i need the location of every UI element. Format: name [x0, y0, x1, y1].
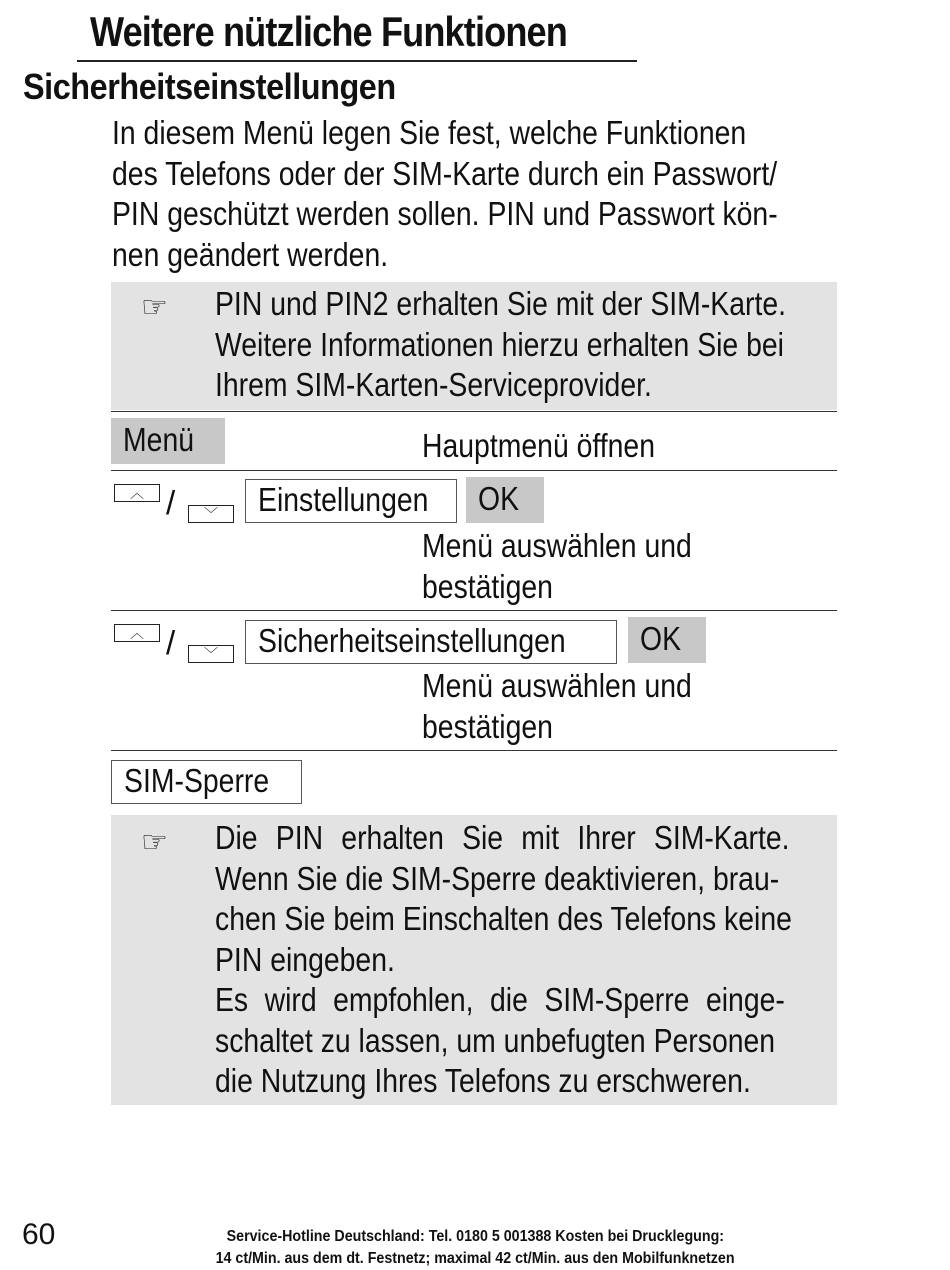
pointing-hand-icon: ☞ [141, 291, 168, 324]
step-description: Menü auswählen und bestätigen [422, 527, 692, 605]
note-line: chen Sie beim Einschalten des Telefons keine [215, 900, 792, 937]
ok-button[interactable]: OK [466, 477, 544, 523]
intro-line: nen geändert werden. [112, 235, 389, 273]
chapter-title-underline [77, 60, 637, 62]
up-arrow-key-icon[interactable]: ︿ [114, 624, 160, 642]
info-note-text [215, 284, 879, 406]
down-arrow-key-icon[interactable]: ﹀ [188, 505, 234, 523]
separator: / [166, 624, 176, 661]
note-line: Weitere Informationen hierzu erhalten Sie bei [215, 325, 784, 363]
ok-button[interactable]: OK [628, 617, 706, 663]
note-line: Es wird empfohlen, die SIM-Sperre einge- [215, 981, 785, 1018]
menu-softkey[interactable]: Menü [111, 418, 225, 464]
separator: / [166, 484, 176, 521]
note-line: schaltet zu lassen, um unbefugten Personen [215, 1021, 776, 1059]
intro-line: des Telefons oder der SIM-Karte durch ein Passwort/ [112, 154, 778, 192]
down-arrow-key-icon[interactable]: ﹀ [188, 645, 234, 663]
footer-line: Service-Hotline Deutschland: Tel. 0180 5 001388 Kosten bei Drucklegung: [226, 1228, 724, 1245]
section-title: Sicherheitseinstellungen [23, 66, 396, 107]
divider [111, 610, 837, 611]
page-number: 60 [22, 1218, 56, 1251]
intro-line: PIN geschützt werden sollen. PIN und Passwort kön- [112, 195, 778, 232]
menu-item-sim-sperre[interactable]: SIM-Sperre [111, 760, 302, 804]
divider [111, 411, 837, 412]
intro-paragraph [112, 113, 886, 275]
info-note-sim-lock [111, 815, 837, 1105]
chapter-title: Weitere nützliche Funktionen [90, 8, 567, 55]
note-line: PIN eingeben. [215, 940, 395, 978]
note-line: Ihrem SIM-Karten-Serviceprovider. [215, 366, 652, 403]
divider [111, 470, 837, 471]
info-note-text [215, 818, 826, 1102]
note-line: Die PIN erhalten Sie mit Ihrer SIM-Karte. [215, 819, 790, 856]
divider [111, 750, 837, 751]
menu-item-einstellungen[interactable]: Einstellungen [245, 479, 457, 523]
footer-hotline [150, 1226, 800, 1270]
step-description: Menü auswählen und bestätigen [422, 667, 692, 745]
info-note-pin [111, 282, 837, 410]
note-line: Wenn Sie die SIM-Sperre deaktivieren, brau- [215, 859, 780, 897]
step-description: Hauptmenü öffnen [422, 427, 656, 464]
up-arrow-key-icon[interactable]: ︿ [114, 484, 160, 502]
menu-item-sicherheitseinstellungen[interactable]: Sicherheitseinstellungen [245, 620, 617, 664]
pointing-hand-icon: ☞ [141, 826, 168, 859]
intro-line: In diesem Menü legen Sie fest, welche Funktionen [112, 114, 747, 151]
note-line: die Nutzung Ihres Telefons zu erschweren. [215, 1062, 751, 1099]
footer-line: 14 ct/Min. aus dem dt. Festnetz; maximal 42 ct/Min. aus den Mobilfunknetzen [215, 1250, 735, 1267]
note-line: PIN und PIN2 erhalten Sie mit der SIM-Karte. [215, 285, 786, 322]
